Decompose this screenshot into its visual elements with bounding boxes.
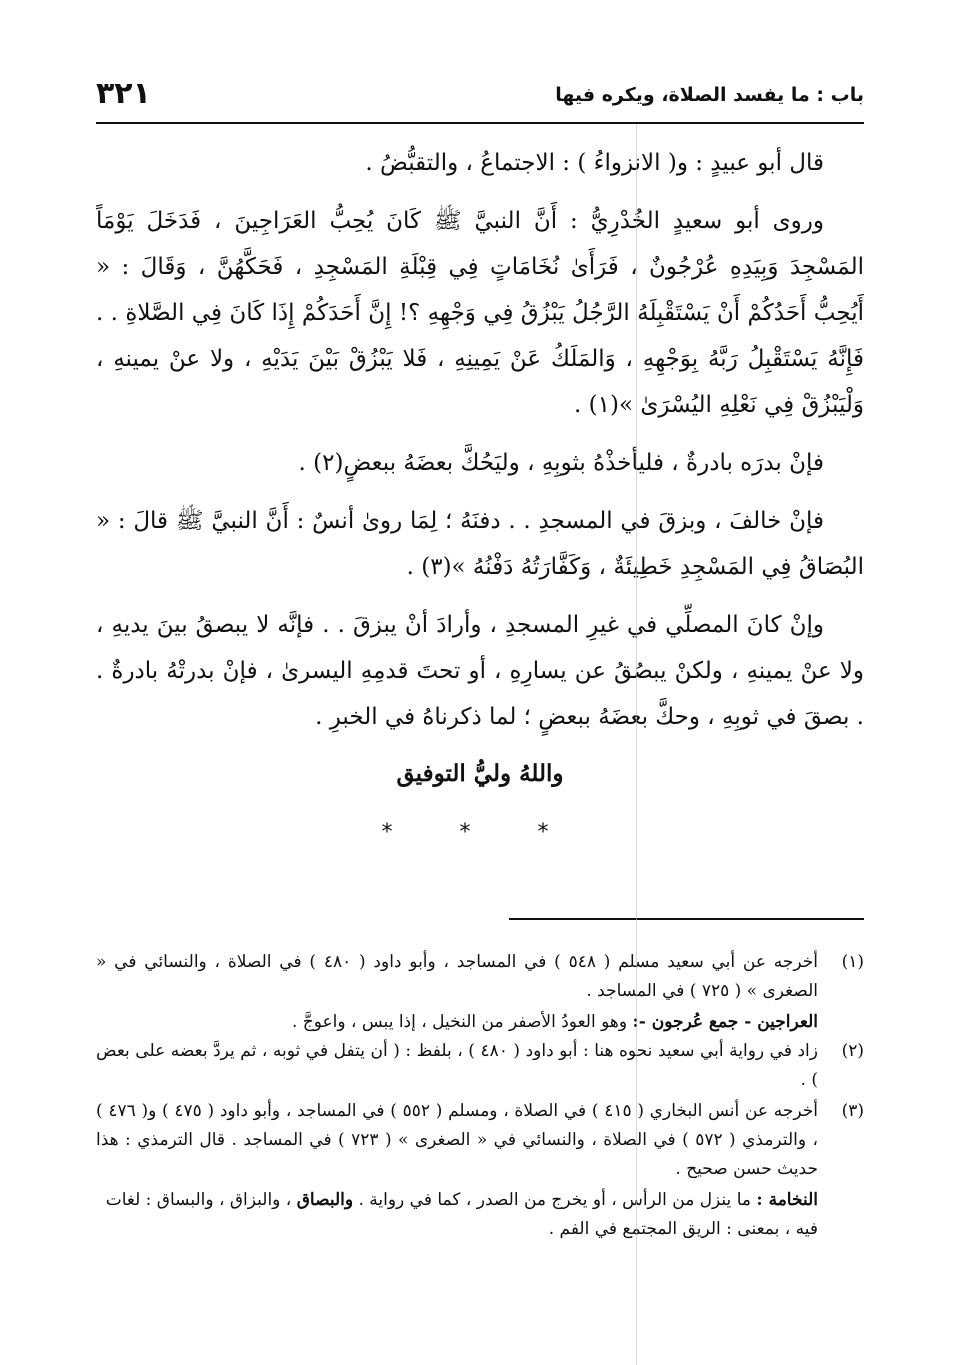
gloss-term: العراجين - جمع عُرجون -: [632, 1012, 818, 1032]
footnote-gloss [96, 1008, 818, 1037]
header-rule [96, 122, 864, 124]
footnote [96, 948, 864, 1006]
gloss-text: ما ينزل من الرأس ، أو يخرج من الصدر ، كما في رواية . [358, 1190, 751, 1210]
footnote-gloss [96, 1186, 818, 1244]
footnote [96, 1097, 864, 1184]
footnote-text: أخرجه عن أنس البخاري ( ٤١٥ ) في الصلاة ، ومسلم ( ٥٥٢ ) في المساجد ، وأبو داود ( ٤٧٥ ) و( ٤٧٦ ) ، والترمذي ( ٥٧٢ ) في الصلاة ، والنسائي في « الصغرى » ( ٧٢٣ ) في المساجد . قال الترمذي : هذا حديث حسن صحيح . [96, 1101, 818, 1179]
footnote-number: (١) [841, 952, 864, 972]
gloss-term: والبصاق [296, 1190, 354, 1210]
footnote-text: أخرجه عن أبي سعيد مسلم ( ٥٤٨ ) في المساجد ، وأبو داود ( ٤٨٠ ) في الصلاة ، والنسائي في « الصغرى » ( ٧٢٥ ) في المساجد . [96, 952, 819, 1001]
running-title: باب : ما يفسد الصلاة، ويكره فيها [555, 84, 864, 106]
binding-fold-line [636, 125, 637, 1365]
footnote-text: زاد في رواية أبي سعيد نحوه هنا : أبو داود ( ٤٨٠ ) ، بلفظ : ( أن يتفل في ثوبه ، ثم يردَّ بعضه على بعض ) . [96, 1041, 818, 1090]
footnote-rule [509, 918, 864, 920]
closing-phrase: واللهُ وليُّ التوفيق [396, 760, 564, 787]
paragraph: فإنْ خالفَ ، وبزقَ في المسجدِ . . دفنَهُ ؛ لِمَا روىٰ أنسٌ : أَنَّ النبيَّ ﷺ قالَ : « البُصَاقُ فِي المَسْجِدِ خَطِيئَةٌ ، وَكَفَّارَتُهُ دَفْنُهُ »(٣) . [96, 508, 864, 580]
gloss-text: ، والبزاق ، والبساق : لغات فيه ، بمعنى : الريق المجتمع في الفم . [105, 1190, 818, 1239]
gloss-term: النخامة : [756, 1190, 818, 1210]
footnote [96, 1037, 864, 1095]
paragraph: فإنْ بدرَه بادرةٌ ، فليأخذْهُ بثوبِهِ ، وليَحُكَّ بعضَهُ ببعضٍ(٢) . [298, 450, 824, 476]
paragraph: وإنْ كانَ المصلِّي في غيرِ المسجدِ ، وأرادَ أنْ يبزقَ . . فإنَّه لا يبصقُ بينَ يديهِ ، ولا عنْ يمينهِ ، ولكنْ يبصُقُ عن يسارِهِ ، أو تحتَ قدمِهِ اليسرىٰ ، فإنْ بدرتْهُ بادرةٌ . . بصقَ في ثوبِهِ ، وحكَّ بعضَهُ ببعضٍ ؛ لما ذكرناهُ في الخبرِ . [96, 612, 864, 730]
paragraph: وروى أبو سعيدٍ الخُدْرِيُّ : أَنَّ النبيَّ ﷺ كَانَ يُحِبُّ العَرَاجِينَ ، فَدَخَلَ يَوْمَاً المَسْجِدَ وَبِيَدِهِ عُرْجُونٌ ، فَرَأَىٰ نُخَامَاتٍ فِي قِبْلَةِ المَسْجِدِ ، فَحَكَّهُنَّ ، وَقَالَ : « أَيُحِبُّ أَحَدُكُمْ أَنْ يَسْتَقْبِلَهُ الرَّجُلُ يَبْزُقُ فِي وَجْهِهِ ؟! إِنَّ أَحَدَكُمْ إِذَا كَانَ فِي الصَّلاةِ . . فَإِنَّهُ يَسْتَقْبِلُ رَبَّهُ بِوَجْهِهِ ، وَالمَلَكُ عَنْ يَمِينِهِ ، فَلا يَبْزُقْ بَيْنَ يَدَيْهِ ، ولا عنْ يمينهِ ، وَلْيَبْزُقْ فِي نَعْلِهِ اليُسْرَىٰ »(١) . [96, 208, 864, 418]
main-text [96, 140, 864, 752]
footnote-number: (٣) [841, 1101, 864, 1121]
paragraph: قال أبو عبيدٍ : و( الانزواءُ ) : الاجتماعُ ، والتقبُّضُ . [365, 150, 824, 176]
gloss-text: وهو العودُ الأصفر من النخيل ، إذا يبس ، واعوجَّ . [291, 1012, 628, 1032]
section-separator: * * * [381, 820, 579, 845]
footnotes [96, 948, 864, 1244]
page-number: ٣٢١ [96, 76, 151, 111]
footnote-number: (٢) [841, 1041, 864, 1061]
